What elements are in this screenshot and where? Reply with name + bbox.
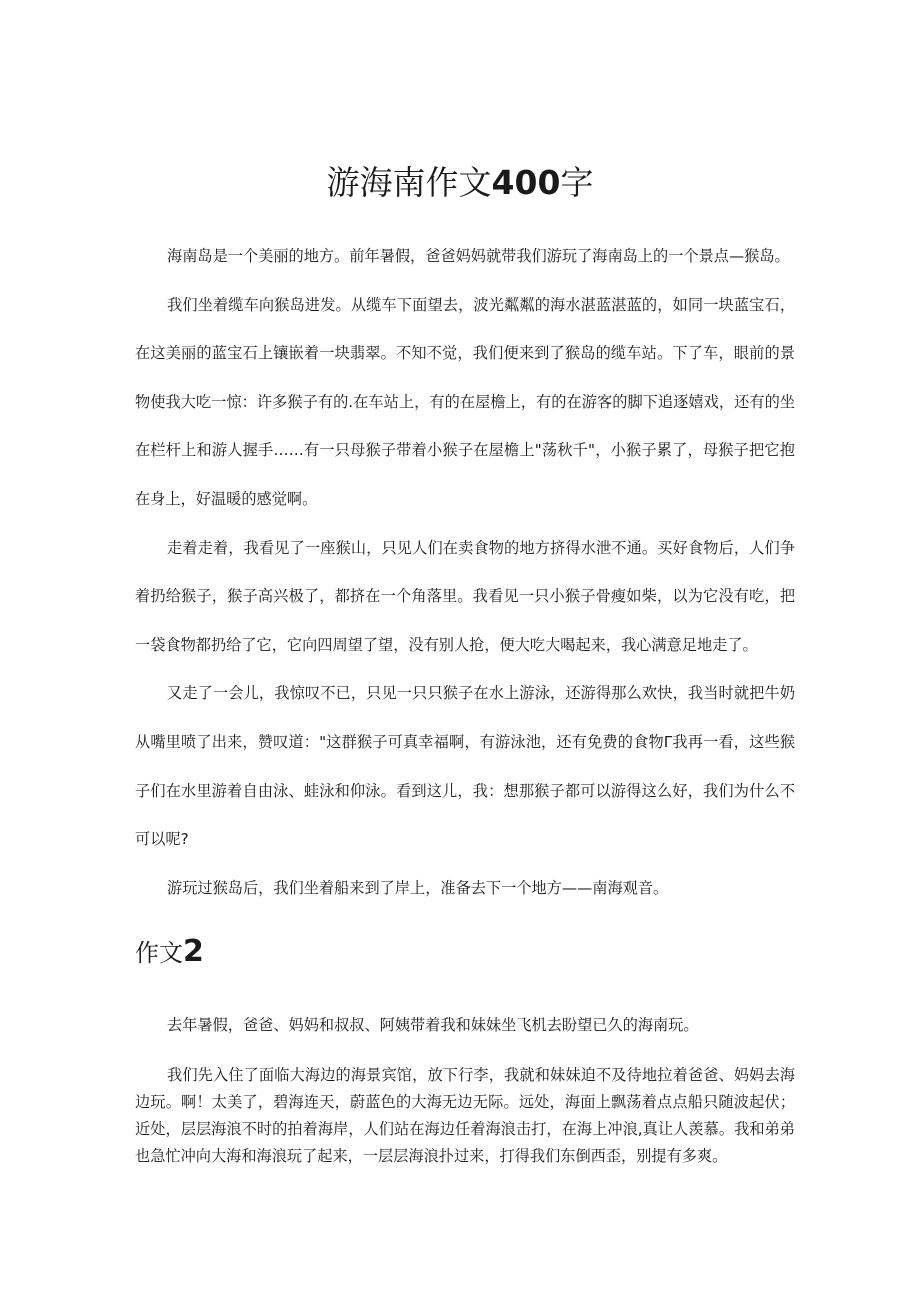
essay-1-paragraph: 海南岛是一个美丽的地方。前年暑假，爸爸妈妈就带我们游玩了海南岛上的一个景点—猴岛。 [167, 247, 790, 265]
page-title [0, 160, 920, 206]
title-suffix: 字 [560, 163, 594, 203]
essay-1-body [135, 232, 795, 912]
essay-2-heading-text: 作文 [135, 939, 183, 967]
essay-2-heading [135, 932, 204, 973]
essay-1-paragraph: 我们坐着缆车向猴岛进发。从缆车下面望去，波光粼粼的海水湛蓝湛蓝的，如同一块蓝宝石，在这美丽的蓝宝石上镶嵌着一块翡翠。不知不觉，我们便来到了猴岛的缆车站。下了车，眼前的景物使我大吃一惊：许多猴子有的.在车站上，有的在屋檐上，有的在游客的脚下追逐嬉戏，还有的坐在栏杆上和游人握手……有一只母猴子带着小猴子在屋檐上"荡秋千"，小猴子累了，母猴子把它抱在身上，好温暖的感觉啊。 [135, 295, 795, 508]
essay-1-paragraph: 游玩过猴岛后，我们坐着船来到了岸上，准备去下一个地方——南海观音。 [167, 878, 669, 897]
essay-1-paragraph: 走着走着，我看见了一座猴山，只见人们在卖食物的地方挤得水泄不通。买好食物后，人们争着扔给猴子，猴子高兴极了，都挤在一个角落里。我看见一只小猴子骨瘦如柴，以为它没有吃，把一袋食物都扔给了它，它向四周望了望，没有别人抢，便大吃大喝起来，我心满意足地走了。 [135, 538, 795, 654]
title-number: 400 [491, 163, 561, 203]
essay-2-body [135, 1012, 795, 1170]
essay-2-paragraph: 去年暑假，爸爸、妈妈和叔叔、阿姨带着我和妹妹坐飞机去盼望已久的海南玩。 [167, 1016, 699, 1034]
essay-2-paragraph: 我们先入住了面临大海边的海景宾馆，放下行李，我就和妹妹迫不及待地拉着爸爸、妈妈去海边玩。啊！太美了，碧海连天，蔚蓝色的大海无边无际。远处，海面上飘荡着点点船只随波起伏；近处，层层海浪不时的拍着海岸，人们站在海边任着海浪击打，在海上冲浪,真让人羡慕。我和弟弟也急忙冲向大海和海浪玩了起来，一层层海浪扑过来，打得我们东倒西歪，别提有多爽。 [135, 1066, 795, 1165]
essay-1-paragraph: 又走了一会儿，我惊叹不已，只见一只只猴子在水上游泳，还游得那么欢快，我当时就把牛奶从嘴里喷了出来，赞叹道："这群猴子可真幸福啊，有游泳池，还有免费的食物Γ我再一看，这些猴子们在水里游着自由泳、蛙泳和仰泳。看到这儿，我：想那猴子都可以游得这么好，我们为什么不可以呢? [135, 684, 795, 849]
title-text: 游海南作文 [326, 163, 492, 203]
essay-2-heading-number: 2 [183, 934, 204, 969]
